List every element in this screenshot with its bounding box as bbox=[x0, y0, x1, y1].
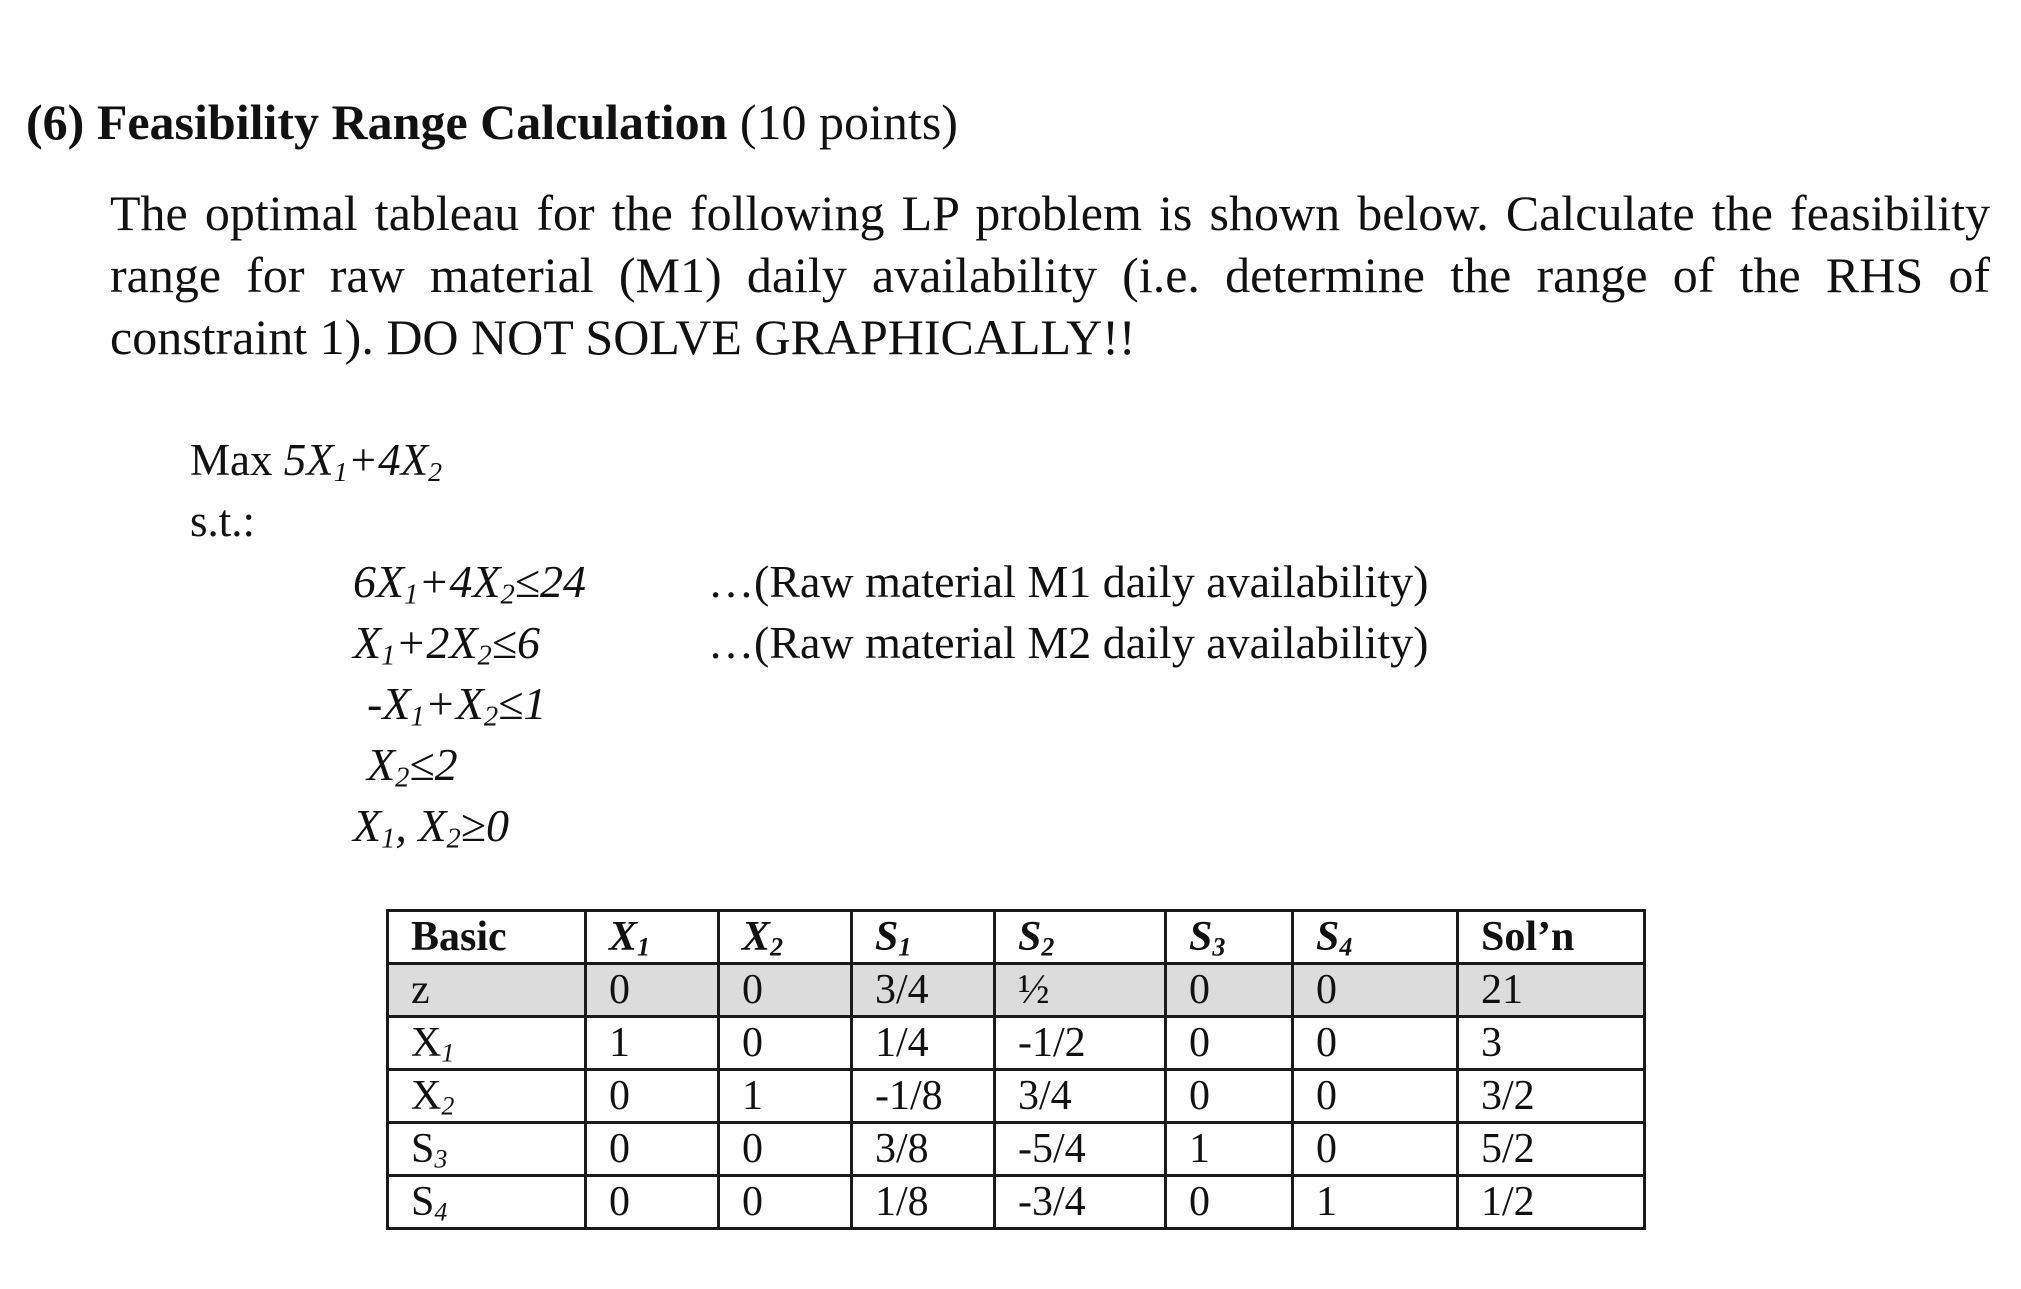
nonnegativity-constraint: $X_1$, $X_2\ge 0$ bbox=[353, 800, 509, 855]
basic-cell: $S_3$ bbox=[388, 1123, 586, 1176]
constraint-4: $X_2\le 2$ bbox=[367, 739, 458, 794]
table-cell: 0 bbox=[586, 1070, 719, 1123]
tableau-row-s3 bbox=[388, 1123, 1645, 1176]
objective-word: Max bbox=[190, 435, 273, 485]
header-x1: $X_1$ bbox=[586, 911, 719, 964]
table-cell: 0 bbox=[1166, 964, 1293, 1017]
constraint-3: $-X_1+X_2\le 1$ bbox=[367, 678, 547, 733]
tableau-row-x1 bbox=[388, 1017, 1645, 1070]
tableau-row-x2 bbox=[388, 1070, 1645, 1123]
table-cell: 0 bbox=[1293, 1017, 1458, 1070]
table-cell: 0 bbox=[719, 1017, 852, 1070]
basic-cell: $X_1$ bbox=[388, 1017, 586, 1070]
objective-function: Max $5X_1+4X_2$ bbox=[190, 435, 443, 489]
problem-heading bbox=[26, 86, 958, 158]
table-cell: 3/8 bbox=[852, 1123, 995, 1176]
header-s4: $S_4$ bbox=[1293, 911, 1458, 964]
table-cell: 0 bbox=[586, 1176, 719, 1229]
table-cell: 3/2 bbox=[1458, 1070, 1645, 1123]
problem-instructions: The optimal tableau for the following LP problem is shown below. Calculate the feasibility range for raw material (M1) daily availability (i.e. determine the range of the RHS of constraint 1). DO NOT SOLVE GRAPHICALLY!! bbox=[110, 185, 1990, 365]
tableau-row-z bbox=[388, 964, 1645, 1017]
constraint-1-note: …(Raw material M1 daily availability) bbox=[708, 556, 1429, 607]
constraint-2: $X_1+2X_2\le 6$ bbox=[353, 617, 541, 672]
table-cell: 21 bbox=[1458, 964, 1645, 1017]
table-cell: 3 bbox=[1458, 1017, 1645, 1070]
table-cell: 0 bbox=[1293, 964, 1458, 1017]
constraint-1: $6X_1+4X_2\le 24$ bbox=[353, 556, 587, 611]
table-cell: 0 bbox=[719, 964, 852, 1017]
basic-cell: $X_2$ bbox=[388, 1070, 586, 1123]
subject-to-label: s.t.: bbox=[190, 496, 256, 546]
table-cell: 1 bbox=[1293, 1176, 1458, 1229]
table-cell: 0 bbox=[1293, 1123, 1458, 1176]
table-cell: -5/4 bbox=[995, 1123, 1166, 1176]
table-cell: 0 bbox=[719, 1176, 852, 1229]
table-cell: 0 bbox=[1293, 1070, 1458, 1123]
header-solution: Sol’n bbox=[1458, 911, 1645, 964]
table-cell: 1/2 bbox=[1458, 1176, 1645, 1229]
tableau-header-row bbox=[388, 911, 1645, 964]
table-cell: 0 bbox=[586, 964, 719, 1017]
table-cell: 1 bbox=[586, 1017, 719, 1070]
header-basic: Basic bbox=[388, 911, 586, 964]
table-cell: 0 bbox=[1166, 1017, 1293, 1070]
table-cell: 0 bbox=[1166, 1176, 1293, 1229]
problem-number: (6) bbox=[26, 94, 85, 150]
header-x2: $X_2$ bbox=[719, 911, 852, 964]
problem-title: Feasibility Range Calculation bbox=[96, 94, 728, 150]
table-cell: 1 bbox=[1166, 1123, 1293, 1176]
table-cell: 1/8 bbox=[852, 1176, 995, 1229]
header-s2: $S_2$ bbox=[995, 911, 1166, 964]
optimal-tableau bbox=[386, 909, 1646, 1230]
tableau-row-s4 bbox=[388, 1176, 1645, 1229]
table-cell: -1/2 bbox=[995, 1017, 1166, 1070]
table-cell: -3/4 bbox=[995, 1176, 1166, 1229]
table-cell: 0 bbox=[586, 1123, 719, 1176]
table-cell: 5/2 bbox=[1458, 1123, 1645, 1176]
table-cell: ½ bbox=[995, 964, 1166, 1017]
table-cell: 0 bbox=[1166, 1070, 1293, 1123]
table-cell: 1 bbox=[719, 1070, 852, 1123]
table-cell: 1/4 bbox=[852, 1017, 995, 1070]
basic-cell: $S_4$ bbox=[388, 1176, 586, 1229]
table-cell: 3/4 bbox=[852, 964, 995, 1017]
problem-points: (10 points) bbox=[739, 94, 958, 150]
table-cell: 0 bbox=[719, 1123, 852, 1176]
header-s3: $S_3$ bbox=[1166, 911, 1293, 964]
table-cell: 3/4 bbox=[995, 1070, 1166, 1123]
constraint-2-note: …(Raw material M2 daily availability) bbox=[708, 617, 1429, 668]
header-s1: $S_1$ bbox=[852, 911, 995, 964]
basic-cell: z bbox=[388, 964, 586, 1017]
table-cell: -1/8 bbox=[852, 1070, 995, 1123]
